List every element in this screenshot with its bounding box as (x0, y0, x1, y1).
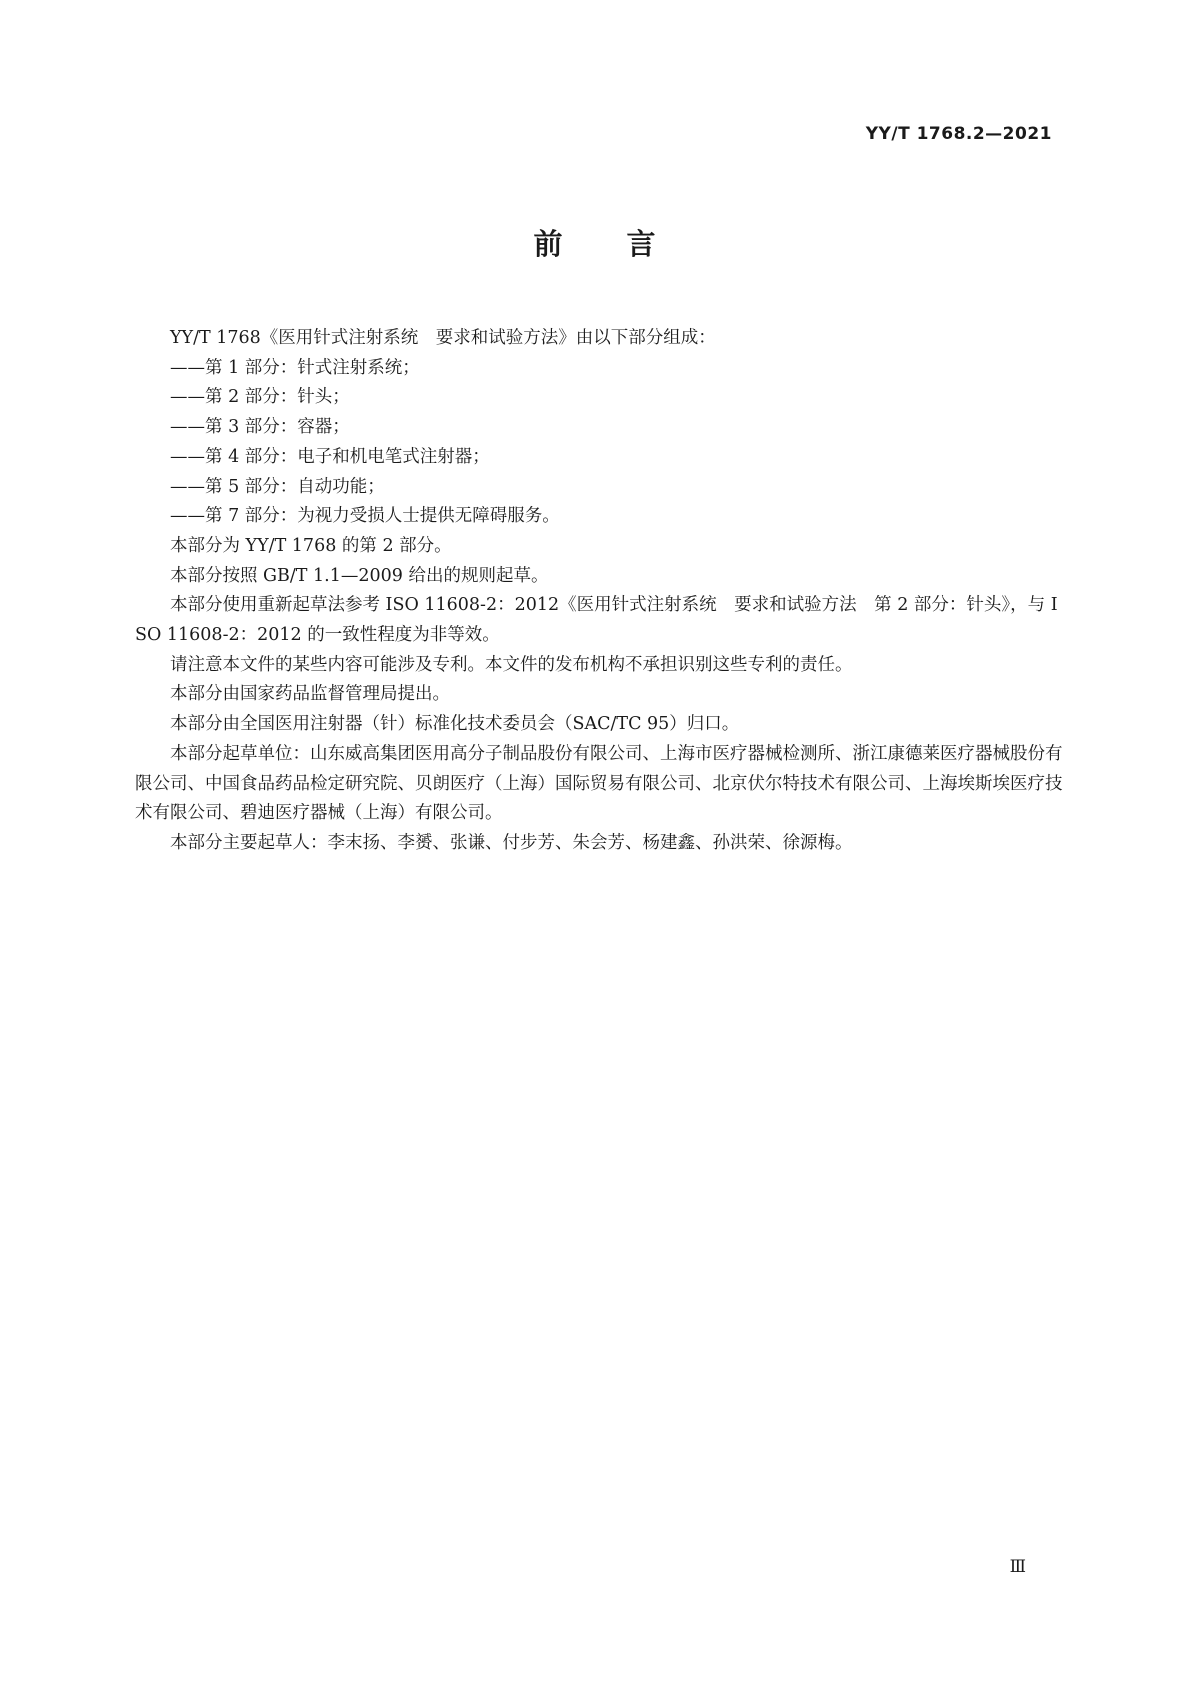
page-title: 前 言 (533, 227, 658, 261)
page-number: Ⅲ (1009, 1557, 1026, 1577)
paragraph-patent-notice: 请注意本文件的某些内容可能涉及专利。本文件的发布机构不承担识别这些专利的责任。 (170, 654, 853, 675)
paragraph-drafters: 本部分主要起草人：李末扬、李赟、张谦、付步芳、朱会芳、杨建鑫、孙洪荣、徐源梅。 (170, 832, 853, 853)
paragraph-committee: 本部分由全国医用注射器（针）标准化技术委员会（SAC/TC 95）归口。 (170, 714, 740, 735)
list-item-part-2: ——第 2 部分：针头； (170, 387, 350, 408)
paragraph-proposer: 本部分由国家药品监督管理局提出。 (170, 684, 450, 705)
paragraph-drafting-units: 本部分起草单位：山东威高集团医用高分子制品股份有限公司、上海市医疗器械检测所、浙江康德莱医疗器械股份有限公司、中国食品药品检定研究院、贝朗医疗（上海）国际贸易有限公司、北京伏尔特技术有限公司、上海埃斯埃医疗技术有限公司、碧迪医疗器械（上海）有限公司。 (135, 743, 1063, 824)
paragraph-part-statement: 本部分为 YY/T 1768 的第 2 部分。 (170, 535, 452, 556)
foreword-body (135, 324, 1065, 859)
standard-code: YY/T 1768.2—2021 (865, 124, 1052, 144)
paragraph-intro: YY/T 1768《医用针式注射系统 要求和试验方法》由以下部分组成： (170, 328, 716, 348)
list-item-part-5: ——第 5 部分：自动功能； (170, 476, 385, 497)
list-item-part-1: ——第 1 部分：针式注射系统； (170, 357, 420, 378)
paragraph-drafting-rules: 本部分按照 GB/T 1.1—2009 给出的规则起草。 (170, 565, 549, 586)
list-item-part-7: ——第 7 部分：为视力受损人士提供无障碍服务。 (170, 506, 560, 527)
paragraph-reference-standard: 本部分使用重新起草法参考 ISO 11608-2：2012《医用针式注射系统 要求和试验方法 第 2 部分：针头》，与 ISO 11608-2：2012 的一致性程度为非等效。 (135, 595, 1058, 646)
list-item-part-3: ——第 3 部分：容器； (170, 417, 350, 438)
list-item-part-4: ——第 4 部分：电子和机电笔式注射器； (170, 446, 490, 467)
